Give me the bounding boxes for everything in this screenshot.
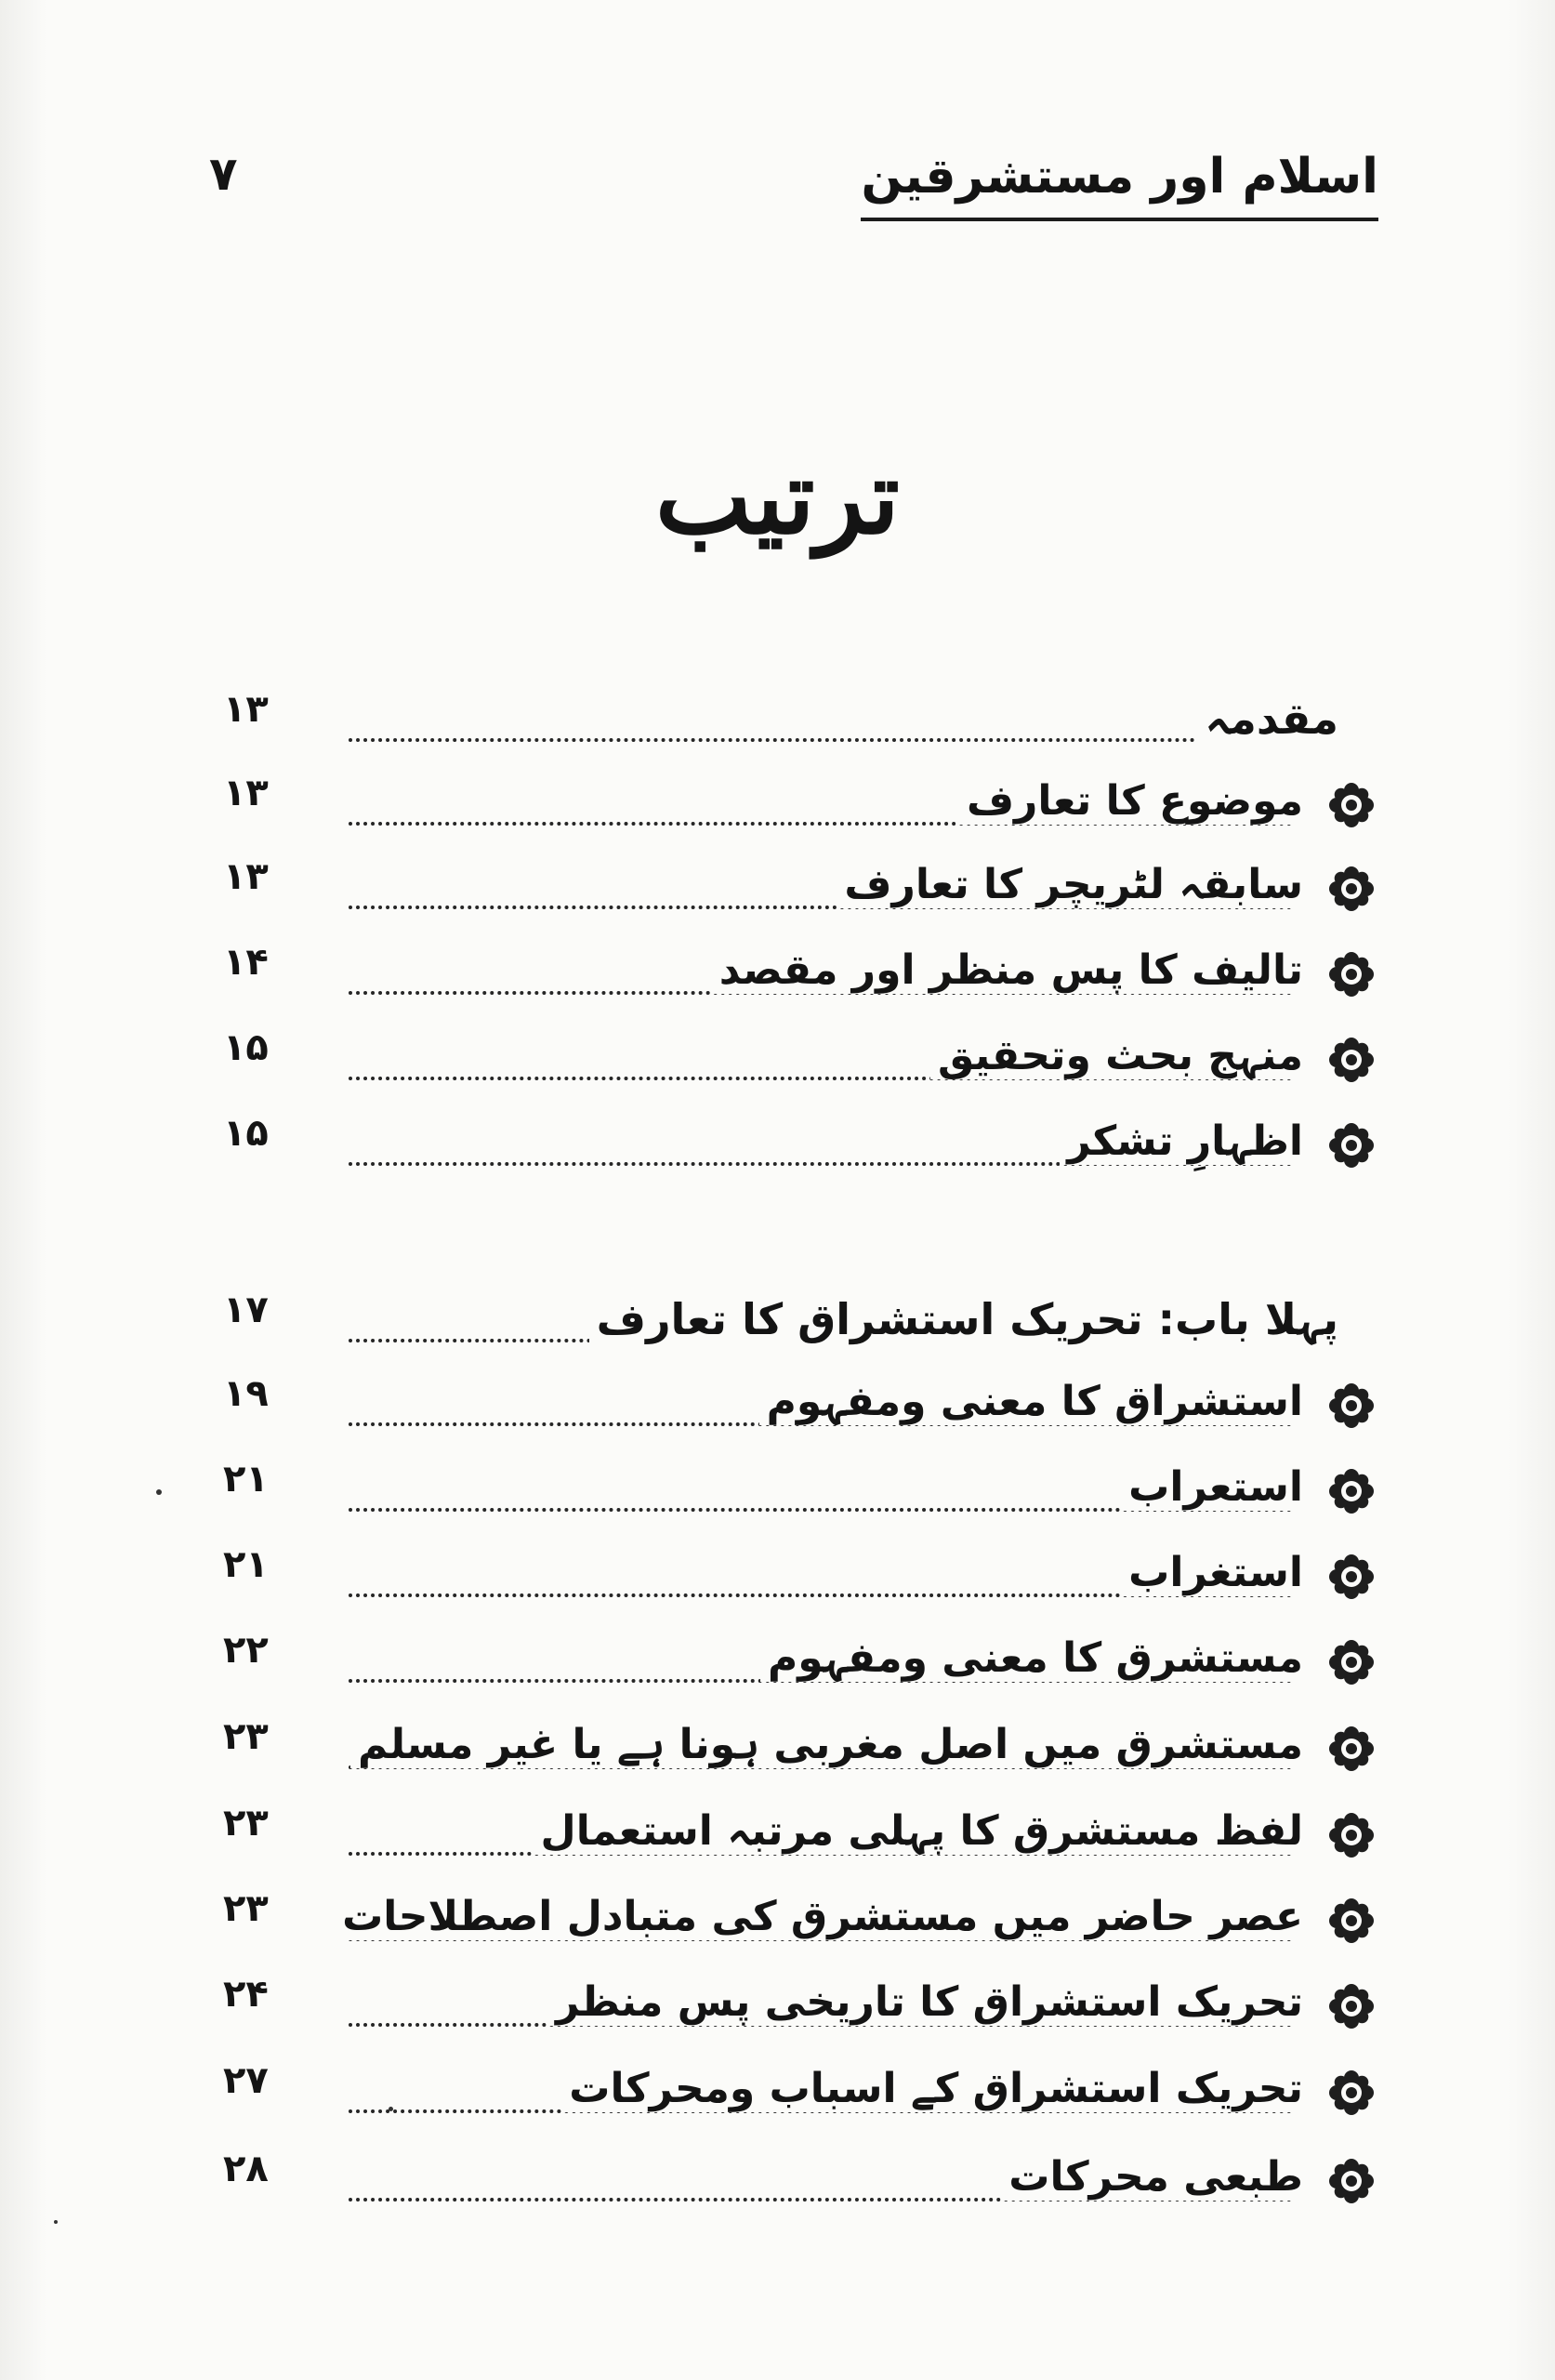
toc-entry [223,2148,1376,2222]
toc-entry [223,941,1376,1015]
toc-entry-label: تحریک استشراق کے اسباب ومحرکات [561,2065,1303,2112]
flower-icon [1327,1121,1376,1170]
toc-entry-page: ۱۷ [223,1289,269,1331]
flower-icon [1327,2157,1376,2205]
toc-entry-page: ۲۳ [223,1802,269,1844]
toc-entry [223,772,1376,846]
flower-icon [1327,865,1376,913]
toc-entry-page: ۲۱ [223,1458,269,1501]
flower-icon [1327,2069,1376,2117]
toc-entry-page: ۱۵ [223,1026,269,1069]
flower-icon [1327,1382,1376,1430]
print-speck [54,2220,58,2224]
toc-entry [223,688,1376,762]
running-head-title: اسلام اور مستشرقین [861,149,1378,221]
toc-entry [223,855,1376,930]
toc-entry-label: تحریک استشراق کا تاریخی پس منظر [548,1978,1303,2026]
toc-entry-page: ۱۳ [223,772,269,814]
toc-entry [223,1289,1376,1363]
toc-entry-page: ۱۳ [223,688,269,731]
toc-entry-page: ۲۳ [223,1715,269,1758]
toc-entry-label: طبعی محرکات [1001,2153,1303,2201]
page-number: ۷ [209,147,238,201]
toc-entry-label: پہلا باب: تحریک استشراق کا تعارف [589,1294,1338,1344]
toc-entry-label: استعراب [1121,1463,1303,1511]
toc-entry-label: اظہارِ تشکر [1060,1117,1303,1165]
flower-icon [1327,1467,1376,1515]
toc-entry [223,2059,1376,2134]
toc-entry-page: ۲۳ [223,1887,269,1930]
toc-entry-page: ۱۹ [223,1372,269,1415]
toc-entry-label: منہج بحث وتحقیق [930,1032,1303,1079]
toc-entry [223,1715,1376,1790]
toc-entry-page: ۲۲ [223,1629,269,1672]
flower-icon [1327,950,1376,998]
toc-entry [223,1458,1376,1532]
flower-icon [1327,1638,1376,1686]
flower-icon [1327,781,1376,829]
toc-entry-label: تالیف کا پس منظر اور مقصد [712,946,1303,994]
toc-entry [223,1629,1376,1703]
toc-entry-label: استشراق کا معنی ومفہوم [759,1378,1303,1425]
toc-title: ترتیب [654,437,901,557]
toc-entry-page: ۱۵ [223,1112,269,1155]
print-speck [156,1489,162,1495]
toc-entry [223,1372,1376,1447]
toc-entry [223,1802,1376,1876]
toc-entry-label: لفظ مستشرق کا پہلی مرتبہ استعمال [534,1807,1303,1855]
toc-entry [223,1543,1376,1618]
toc-entry-label: مستشرق میں اصل مغربی ہونا ہے یا غیر مسلم [350,1721,1303,1768]
toc-entry-label: عصر حاضر میں مستشرق کی متبادل اصطلاحات [335,1893,1303,1940]
flower-icon [1327,1553,1376,1601]
flower-icon [1327,1036,1376,1084]
toc-entry-page: ۱۴ [223,941,269,984]
toc-entry-label: استغراب [1121,1549,1303,1596]
dot-leader [349,738,1292,742]
toc-entry-page: ۲۴ [223,1973,269,2016]
toc-entry-label: مستشرق کا معنی ومفہوم [760,1634,1303,1682]
toc-entry-page: ۲۷ [223,2059,269,2102]
flower-icon [1327,1897,1376,1945]
flower-icon [1327,1811,1376,1859]
flower-icon [1327,1982,1376,2030]
toc-entry-page: ۲۸ [223,2148,269,2190]
toc-entry-page: ۲۱ [223,1543,269,1586]
toc-entry [223,1973,1376,2047]
toc-entry-label: سابقہ لٹریچر کا تعارف [837,861,1303,908]
toc-entry [223,1887,1376,1962]
toc-entry [223,1026,1376,1101]
toc-entry-label: موضوع کا تعارف [959,777,1303,825]
toc-entry [223,1112,1376,1186]
flower-icon [1327,1725,1376,1773]
toc-entry-label: مقدمہ [1197,694,1338,744]
toc-entry-page: ۱۳ [223,855,269,898]
